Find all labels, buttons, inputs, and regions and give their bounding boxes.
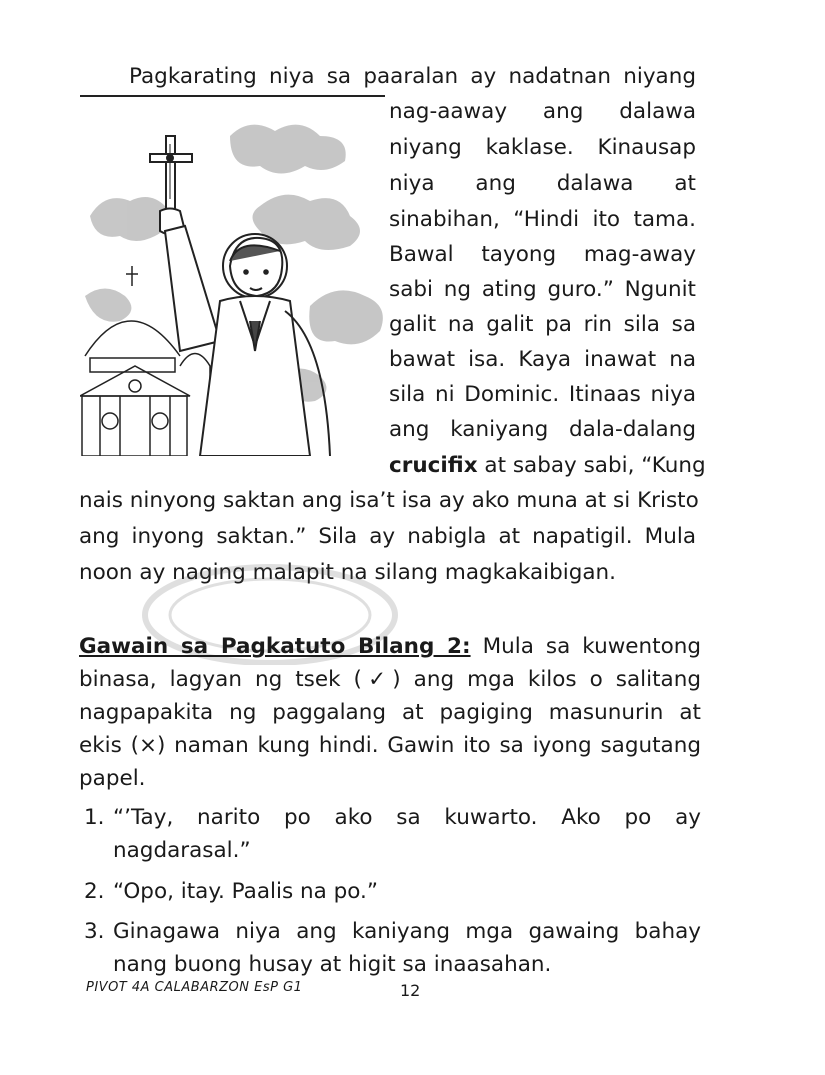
page-number: 12: [400, 981, 421, 1000]
story-line-5: sinabihan, “Hindi ito tama.: [389, 207, 696, 232]
story-line-12-rest: at sabay sabi, “Kung: [477, 453, 706, 478]
item-1-line-2: nagdarasal.”: [113, 838, 251, 863]
story-line-13: nais ninyong saktan ang isa’t isa ay ako muna at si Kristo: [79, 488, 699, 513]
activity-line-3: nagpapakita ng paggalang at pagiging masunurin at: [79, 700, 701, 725]
activity-line-1: [79, 632, 701, 662]
story-line-2: nag-aaway ang dalawa: [389, 99, 696, 124]
crucifix-keyword: crucifix: [389, 453, 478, 478]
head: [230, 238, 282, 296]
story-line-8: galit na galit pa rin sila sa: [389, 312, 696, 337]
item-3-number: 3.: [84, 919, 105, 944]
item-2-line-1: “Opo, itay. Paalis na po.”: [113, 879, 379, 904]
story-line-12: [389, 451, 706, 481]
item-2-number: 2.: [84, 879, 105, 904]
story-line-3: niyang kaklase. Kinausap: [389, 135, 696, 160]
activity-title: Gawain sa Pagkatuto Bilang 2:: [79, 634, 471, 659]
item-3-line-2: nang buong husay at higit sa inaasahan.: [113, 952, 552, 977]
activity-line-4: ekis (×) naman kung hindi. Gawin ito sa iyong sagutang: [79, 733, 701, 758]
story-line-9: bawat isa. Kaya inawat na: [389, 347, 696, 372]
story-line-14: ang inyong saktan.” Sila ay nabigla at napatigil. Mula: [79, 524, 696, 549]
item-1-number: 1.: [84, 805, 105, 830]
activity-line-1-rest: Mula sa kuwentong: [470, 634, 702, 659]
item-1-line-1: “’Tay, narito po ako sa kuwarto. Ako po ay: [113, 805, 701, 830]
story-line-10: sila ni Dominic. Itinaas niya: [389, 382, 696, 407]
story-line-11: ang kaniyang dala-dalang: [389, 417, 696, 442]
story-line-7: sabi ng ating guro.” Ngunit: [389, 277, 696, 302]
story-line-1: Pagkarating niya sa paaralan ay nadatnan niyang: [129, 64, 696, 89]
activity-line-2: binasa, lagyan ng tsek (✓) ang mga kilos o salitang: [79, 667, 701, 692]
illustration-svg: [80, 96, 385, 456]
story-line-6: Bawal tayong mag-away: [389, 242, 696, 267]
story-line-15: noon ay naging malapit na silang magkakaibigan.: [79, 560, 617, 585]
saint-with-crucifix-illustration: [80, 96, 385, 456]
item-3-line-1: Ginagawa niya ang kaniyang mga gawaing bahay: [113, 919, 701, 944]
activity-line-5: papel.: [79, 766, 146, 791]
raised-arm: [160, 209, 220, 352]
story-line-4: niya ang dalawa at: [389, 171, 696, 196]
footer-label: PIVOT 4A CALABARZON EsP G1: [86, 980, 303, 995]
